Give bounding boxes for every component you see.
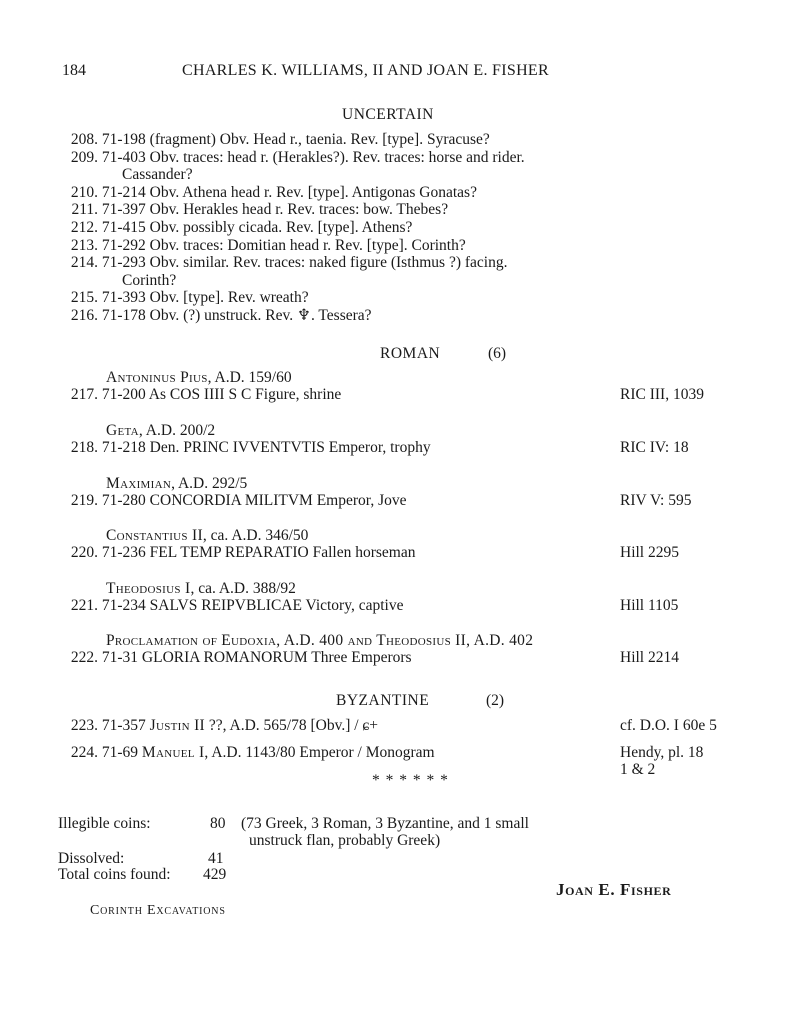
reference: Hill 2214 (620, 649, 679, 666)
entry-row (62, 492, 407, 510)
section-separator: * * * * * * (372, 772, 449, 789)
entry-inventory: 71-357 (101, 717, 150, 734)
emperor-date: , ca. A.D. 346/50 (202, 527, 309, 544)
entry-text: 71-234 SALVS REIPVBLICAE Victory, captive (101, 597, 404, 614)
entry-text: 71-393 Obv. [type]. Rev. wreath? (101, 289, 309, 307)
entry-number: 216. (70, 307, 98, 324)
entry-text-after: . Tessera? (310, 307, 372, 324)
dissolved-value: 41 (208, 850, 224, 867)
emperor-heading (106, 369, 292, 387)
emperor-date: , A.D. 200/2 (138, 422, 216, 439)
entry-number: 210. (70, 183, 98, 201)
entry-text: 71-236 FEL TEMP REPARATIO Fallen horseman (101, 544, 416, 561)
section-title-uncertain: UNCERTAIN (342, 106, 434, 123)
dissolved-label: Dissolved: (58, 850, 125, 867)
entry-continuation: Corinth? (122, 271, 177, 289)
entry-number: 222. (70, 649, 98, 666)
entry-number: 223. (70, 717, 98, 734)
entry-number: 211. (71, 201, 98, 219)
entry-row (62, 307, 372, 325)
emperor-heading (106, 475, 247, 493)
entry-text: ??, A.D. 565/78 [Obv.] / (205, 717, 363, 734)
emperor-name: Proclamation of Eudoxia, A.D. 400 and Theodosius II, A.D. 402 (106, 632, 534, 649)
entry-number: 214. (70, 254, 98, 272)
entry-number: 209. (70, 148, 98, 166)
emperor-name: Antoninus Pius (106, 369, 208, 386)
entry-row (62, 149, 525, 167)
section-title-roman: ROMAN (380, 345, 441, 362)
entry-inventory: 71-69 (101, 744, 142, 761)
entry-row (62, 237, 466, 255)
entry-number: 219. (70, 492, 98, 509)
entry-row (62, 717, 378, 735)
affiliation: Corinth Excavations (90, 903, 226, 918)
entry-row (62, 386, 341, 404)
total-label: Total coins found: (58, 866, 171, 883)
entry-text: , A.D. 1143/80 Emperor / Monogram (204, 744, 435, 761)
emperor-heading (106, 422, 215, 440)
emperor-date: , A.D. 292/5 (171, 475, 248, 492)
entry-row (62, 131, 490, 149)
entry-number: 208. (70, 131, 98, 148)
entry-number: 217. (70, 386, 98, 403)
entry-text: 71-214 Obv. Athena head r. Rev. [type]. Antigonas Gonatas? (101, 183, 477, 201)
illegible-value: 80 (210, 815, 226, 832)
entry-row (62, 219, 412, 237)
monogram-glyph: ♆ (297, 307, 311, 324)
reference-continuation: 1 & 2 (620, 761, 656, 778)
emperor-date: , ca. A.D. 388/92 (190, 580, 296, 597)
section-count-byzantine: (2) (486, 692, 505, 709)
entry-row (62, 254, 508, 272)
entry-text: 71-397 Obv. Herakles head r. Rev. traces: bow. Thebes? (101, 201, 449, 219)
entry-text: 71-178 Obv. (?) unstruck. Rev. (101, 307, 298, 324)
illegible-note-line-1: (73 Greek, 3 Roman, 3 Byzantine, and 1 small (241, 815, 529, 832)
ruler-name: Justin II (149, 717, 205, 734)
reference: cf. D.O. I 60e 5 (620, 717, 717, 734)
author-signature: Joan E. Fisher (556, 880, 672, 899)
emperor-name: Constantius II (106, 527, 203, 544)
entry-row (62, 184, 477, 202)
entry-text: 71-31 GLORIA ROMANORUM Three Emperors (101, 649, 412, 666)
entry-row (62, 744, 435, 762)
reference: RIC III, 1039 (620, 386, 704, 403)
entry-text: 71-280 CONCORDIA MILITVM Emperor, Jove (101, 492, 407, 509)
running-title: CHARLES K. WILLIAMS, II AND JOAN E. FISHER (182, 62, 549, 79)
illegible-note-line-2: unstruck flan, probably Greek) (249, 832, 441, 849)
entry-text: 71-200 As COS IIII S C Figure, shrine (101, 386, 342, 403)
entry-number: 215. (70, 289, 98, 307)
entry-text: 71-415 Obv. possibly cicada. Rev. [type]. Athens? (101, 219, 413, 236)
entry-row (62, 544, 415, 562)
entry-number: 221. (70, 597, 98, 614)
reference: Hill 1105 (620, 597, 679, 614)
entry-number: 220. (70, 544, 98, 561)
page-number: 184 (62, 62, 86, 79)
ruler-name: Manuel I (141, 744, 205, 761)
emperor-heading (106, 632, 533, 650)
emperor-name: Geta (106, 422, 139, 439)
entry-text: 71-198 (fragment) Obv. Head r., taenia. Rev. [type]. Syracuse? (101, 131, 490, 148)
entry-number: 213. (70, 236, 98, 254)
entry-text: 71-292 Obv. traces: Domitian head r. Rev. [type]. Corinth? (101, 236, 466, 254)
emperor-name: Theodosius I (106, 580, 191, 597)
emperor-heading (106, 527, 308, 545)
entry-row (62, 201, 448, 219)
reference: RIV V: 595 (620, 492, 692, 509)
monogram-glyph: ɕ+ (362, 717, 379, 734)
emperor-heading (106, 580, 296, 598)
total-value: 429 (203, 866, 227, 883)
entry-number: 212. (70, 219, 98, 236)
entry-number: 218. (70, 439, 98, 456)
entry-row (62, 649, 412, 667)
entry-text: 71-403 Obv. traces: head r. (Herakles?). Rev. traces: horse and rider. (101, 148, 525, 166)
entry-continuation: Cassander? (122, 166, 193, 184)
entry-text: 71-218 Den. PRINC IVVENTVTIS Emperor, trophy (101, 439, 431, 456)
entry-row (62, 289, 309, 307)
section-title-byzantine: BYZANTINE (336, 692, 430, 709)
reference: Hill 2295 (620, 544, 679, 561)
section-count-roman: (6) (488, 345, 507, 362)
reference: RIC IV: 18 (620, 439, 689, 456)
entry-row (62, 439, 431, 457)
entry-text: 71-293 Obv. similar. Rev. traces: naked figure (Isthmus ?) facing. (101, 254, 508, 272)
emperor-name: Maximian (106, 475, 172, 492)
reference: Hendy, pl. 18 (620, 744, 704, 761)
illegible-label: Illegible coins: (58, 815, 151, 832)
entry-row (62, 597, 403, 615)
emperor-date: , A.D. 159/60 (207, 369, 292, 386)
entry-number: 224. (70, 744, 98, 761)
